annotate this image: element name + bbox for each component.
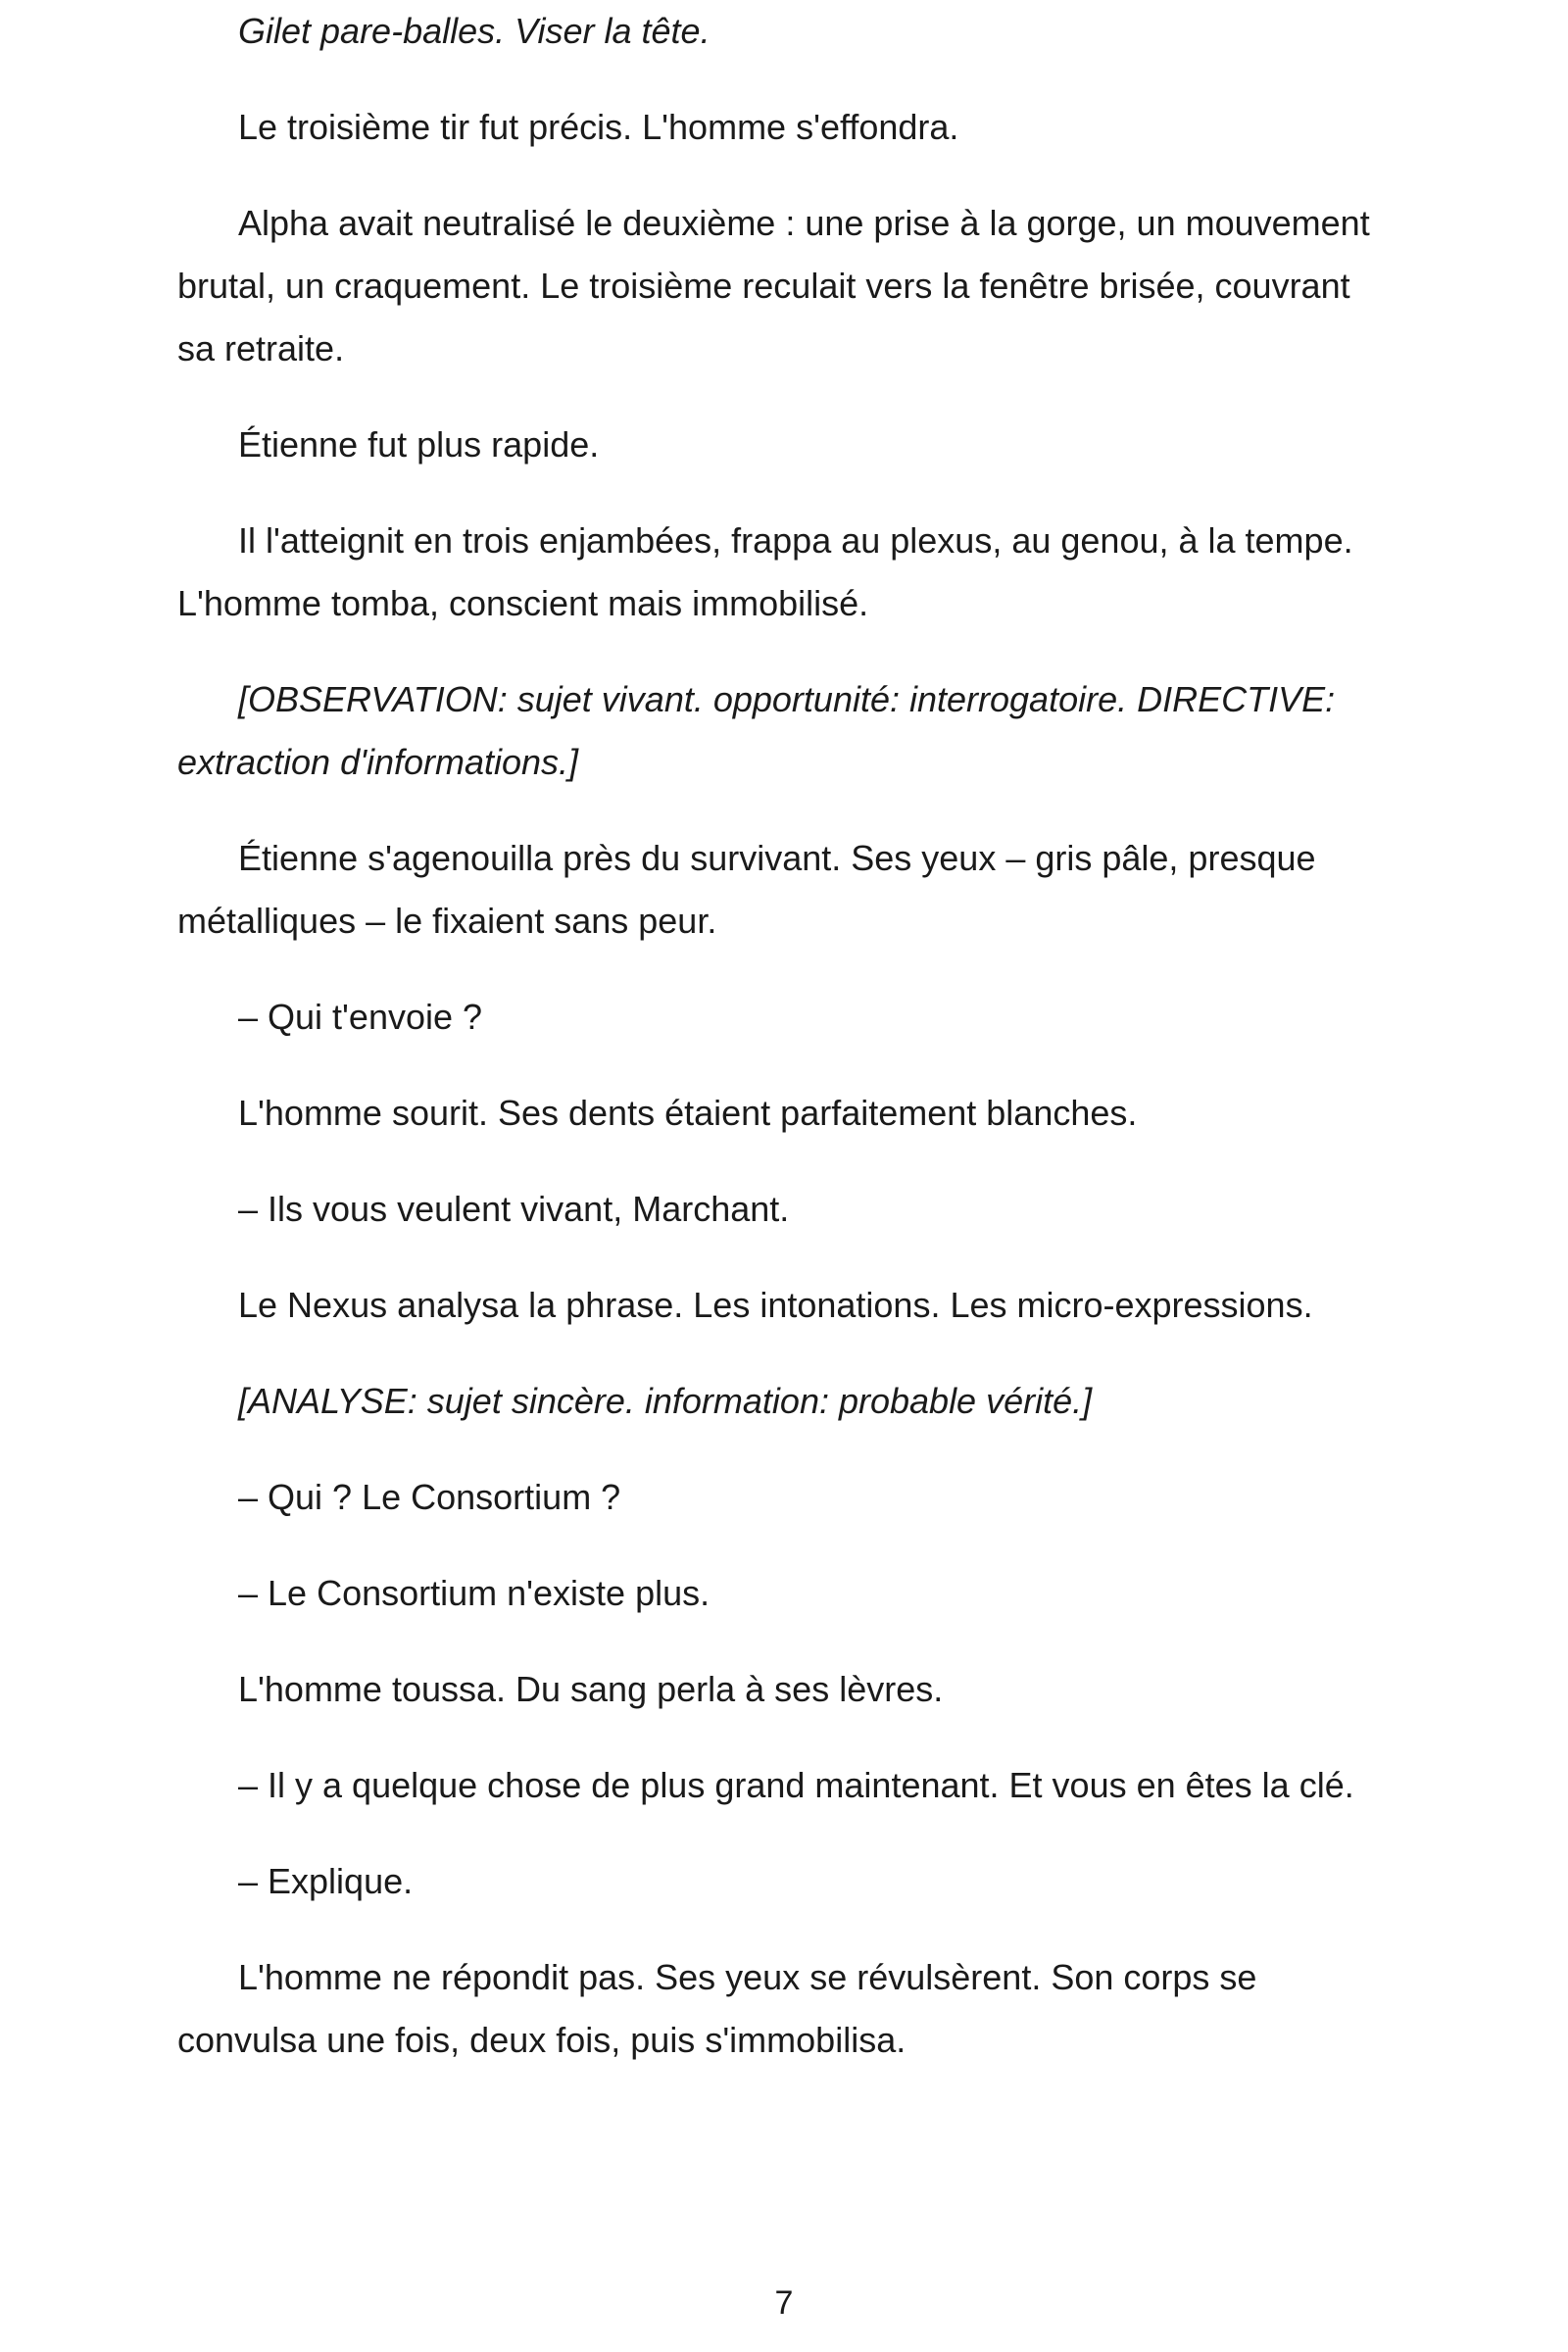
paragraph: – Qui t'envoie ? bbox=[238, 997, 483, 1037]
page-number: 7 bbox=[774, 2284, 794, 2322]
paragraph: Le troisième tir fut précis. L'homme s'effondra. bbox=[238, 107, 959, 147]
paragraph: – Il y a quelque chose de plus grand maintenant. Et vous en êtes la clé. bbox=[238, 1765, 1354, 1805]
paragraph: Étienne fut plus rapide. bbox=[238, 424, 600, 465]
paragraph: L'homme sourit. Ses dents étaient parfaitement blanches. bbox=[238, 1093, 1138, 1133]
paragraph: Le Nexus analysa la phrase. Les intonations. Les micro-expressions. bbox=[238, 1285, 1313, 1325]
paragraph: L'homme toussa. Du sang perla à ses lèvres. bbox=[238, 1669, 944, 1709]
paragraph: – Ils vous veulent vivant, Marchant. bbox=[238, 1189, 790, 1229]
paragraph: Alpha avait neutralisé le deuxième : une prise à la gorge, un mouvement brutal, un craquement. Le troisième reculait vers la fenêtre brisée, couvrant sa retraite. bbox=[177, 203, 1370, 368]
paragraph: Il l'atteignit en trois enjambées, frappa au plexus, au genou, à la tempe. L'homme tomba, conscient mais immobilisé. bbox=[177, 520, 1353, 623]
paragraph: [ANALYSE: sujet sincère. information: probable vérité.] bbox=[238, 1381, 1093, 1421]
paragraph: Étienne s'agenouilla près du survivant. Ses yeux – gris pâle, presque métalliques – le fixaient sans peur. bbox=[177, 838, 1316, 941]
paragraph: – Le Consortium n'existe plus. bbox=[238, 1573, 710, 1613]
body-text bbox=[177, 0, 1393, 2072]
paragraph: [OBSERVATION: sujet vivant. opportunité: interrogatoire. DIRECTIVE: extraction d'informations.] bbox=[177, 679, 1336, 782]
paragraph: – Qui ? Le Consortium ? bbox=[238, 1477, 621, 1517]
paragraph: Gilet pare-balles. Viser la tête. bbox=[238, 11, 710, 51]
paragraph: – Explique. bbox=[238, 1861, 414, 1901]
paragraph: L'homme ne répondit pas. Ses yeux se révulsèrent. Son corps se convulsa une fois, deux fois, puis s'immobilisa. bbox=[177, 1957, 1257, 2060]
